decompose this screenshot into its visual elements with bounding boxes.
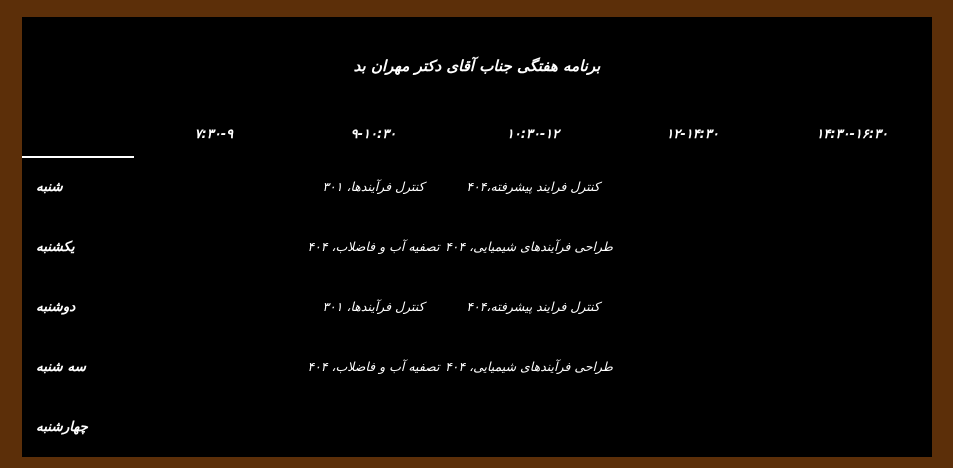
cell-saturday-slot2: کنترل فرآیندها، ۳۰۱ <box>294 157 454 217</box>
cell-tuesday-slot4 <box>613 337 773 397</box>
cell-sunday-slot1 <box>134 217 294 277</box>
table-row <box>22 397 932 457</box>
day-label-wednesday: چهارشنبه <box>22 397 134 457</box>
cell-wednesday-slot3 <box>453 397 613 457</box>
cell-saturday-slot1 <box>134 157 294 217</box>
table-row <box>22 157 932 217</box>
cell-monday-slot2: کنترل فرآیندها، ۳۰۱ <box>294 277 454 337</box>
time-slot-header-2: ۱۰:۳۰-۱۲ <box>453 112 613 157</box>
day-label-tuesday: سه شنبه <box>22 337 134 397</box>
cell-tuesday-slot2: تصفیه آب و فاضلاب، ۴۰۴ <box>294 337 454 397</box>
cell-sunday-slot5 <box>772 217 932 277</box>
table-row <box>22 217 932 277</box>
cell-tuesday-slot5 <box>772 337 932 397</box>
cell-sunday-slot4 <box>613 217 773 277</box>
page-title: برنامه هفتگی جناب آقای دکتر مهران بد <box>353 57 601 75</box>
time-slot-header-0: ۱۴:۳۰-۱۶:۳۰ <box>772 112 932 157</box>
cell-saturday-slot4 <box>613 157 773 217</box>
cell-sunday-slot2: تصفیه آب و فاضلاب، ۴۰۴ <box>294 217 454 277</box>
table-header <box>22 112 932 157</box>
table-row <box>22 337 932 397</box>
cell-wednesday-slot2 <box>294 397 454 457</box>
cell-tuesday-slot1 <box>134 337 294 397</box>
day-label-saturday: شنبه <box>22 157 134 217</box>
cell-monday-slot3: کنترل فرایند پیشرفته،۴۰۴ <box>453 277 613 337</box>
cell-wednesday-slot4 <box>613 397 773 457</box>
cell-monday-slot4 <box>613 277 773 337</box>
day-label-monday: دوشنبه <box>22 277 134 337</box>
cell-tuesday-slot3: طراحی فرآیندهای شیمیایی، ۴۰۴ <box>453 337 613 397</box>
day-column-header <box>22 112 134 157</box>
time-slot-header-1: ۱۲-۱۴:۳۰ <box>613 112 773 157</box>
schedule-sheet <box>22 17 932 447</box>
day-label-sunday: یکشنبه <box>22 217 134 277</box>
cell-saturday-slot3: کنترل فرایند پیشرفته،۴۰۴ <box>453 157 613 217</box>
weekly-schedule-table <box>22 112 932 457</box>
cell-monday-slot1 <box>134 277 294 337</box>
table-row <box>22 277 932 337</box>
cell-sunday-slot3: طراحی فرآیندهای شیمیایی، ۴۰۴ <box>453 217 613 277</box>
cell-wednesday-slot5 <box>772 397 932 457</box>
cell-saturday-slot5 <box>772 157 932 217</box>
table-body <box>22 157 932 457</box>
cell-monday-slot5 <box>772 277 932 337</box>
cell-wednesday-slot1 <box>134 397 294 457</box>
time-slot-header-3: ۹-۱۰:۳۰ <box>294 112 454 157</box>
header-row <box>22 112 932 157</box>
time-slot-header-4: ۷:۳۰-۹ <box>134 112 294 157</box>
